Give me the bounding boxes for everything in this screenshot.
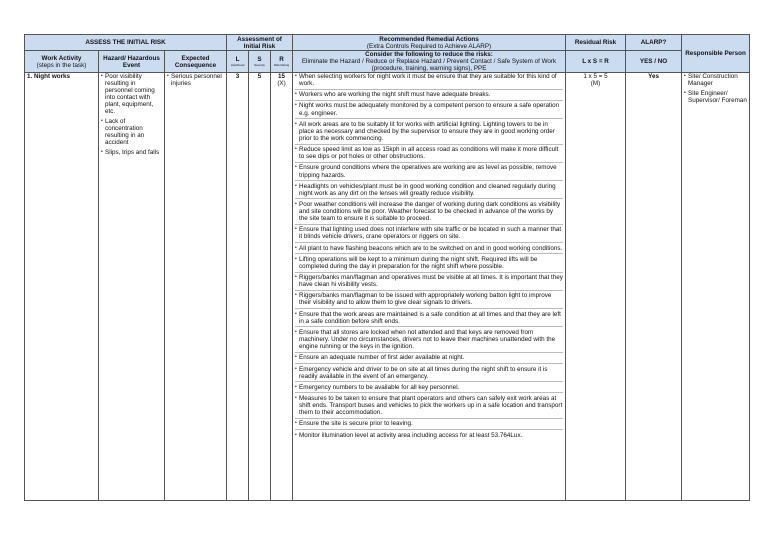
action-item: • Riggers/banks man/flagman and operatives must be visible at all times. It is important that they have clean hi visibility vests. bbox=[295, 274, 563, 291]
assess-initial-risk-header: ASSESS THE INITIAL RISK bbox=[25, 35, 227, 51]
likelihood-sublabel: Likelihood bbox=[230, 63, 245, 67]
hazards-list bbox=[101, 73, 162, 156]
activity-name: 1. Night works bbox=[27, 73, 71, 80]
responsible-item: • Site/ Construction Manager bbox=[684, 73, 747, 87]
risk-rating-sublabel: Risk Rating bbox=[273, 63, 290, 67]
residual-risk-header: Residual Risk bbox=[566, 35, 626, 51]
consequences-cell bbox=[165, 73, 227, 501]
action-item: • Lifting operations will be kept to a minimum during the night shift. Required lifts will be completed during the day in preparation for the night shift where possible. bbox=[295, 256, 563, 273]
table-row bbox=[25, 73, 750, 501]
action-item: • All work areas are to be suitably lit for works with artificial lighting. Lighting towers to be in place as necessary and checked by the supervisor to ensure they are in good working order prior to the work commencing. bbox=[295, 121, 563, 145]
alarp-header: ALARP? bbox=[626, 35, 682, 51]
work-activity-header bbox=[25, 51, 99, 73]
likelihood-value: 3 bbox=[227, 73, 249, 501]
severity-letter: S bbox=[257, 56, 262, 63]
risk-letter: R bbox=[279, 56, 284, 63]
consequences-list bbox=[167, 73, 224, 87]
action-item: • All plant to have flashing beacons which are to be switched on and in good working conditions. bbox=[295, 245, 563, 255]
likelihood-letter: L bbox=[235, 56, 240, 63]
action-item: • Night works must be adequately monitored by a competent person to ensure a safe operation e.g. engineer. bbox=[295, 102, 563, 119]
assessment-initial-risk-header: Assessment of Initial Risk bbox=[227, 35, 293, 51]
action-item: • Ensure ground conditions where the operatives are working are as level as possible, remove tripping hazards. bbox=[295, 164, 563, 181]
action-item: • Measures to be taken to ensure that plant operators and others can safely exit work areas at shift ends. Transport buses and vehicles to pick the workers up in a safe location and transport them to their accommodation. bbox=[295, 395, 563, 419]
consider-line-1: Consider the following to reduce the risks: bbox=[365, 51, 493, 58]
actions-cell bbox=[293, 73, 566, 501]
work-activity-label: Work Activity bbox=[41, 54, 82, 62]
severity-header bbox=[249, 51, 271, 73]
responsible-item: • Site Engineer/ Supervisor/ Foreman bbox=[684, 90, 747, 104]
hazard-item: • Poor visibility resulting in personnel coming into contact with plant, equipment, etc. bbox=[101, 73, 162, 116]
action-item: • Ensure that the work areas are maintained is a safe condition at all times and that they are left in a safe condition before shift ends. bbox=[295, 311, 563, 328]
consider-line-2: Eliminate the Hazard / Reduce or Replace Hazard / Prevent Contact / Safe System of Work (procedure, training, warning signs), PPE bbox=[301, 58, 557, 72]
risk-note: (X) bbox=[277, 80, 286, 88]
work-activity-sublabel: (steps in the task) bbox=[36, 61, 87, 69]
risk-value-cell bbox=[271, 73, 293, 501]
action-item: • Emergency vehicle and driver to be on site at all times during the night shift to ensure it is readily available in the event of an emergency. bbox=[295, 366, 563, 383]
hazard-header: Hazard/ Hazardous Event bbox=[99, 51, 165, 73]
remedial-title: Recommended Remedial Actions bbox=[379, 35, 479, 43]
action-item: • Riggers/banks man/flagman to be issued with appropriately working batton light to improve their visibility and to allow them to give clear signals to drivers. bbox=[295, 292, 563, 309]
risk-assessment-table bbox=[24, 34, 750, 501]
hazard-item: • Slips, trips and falls bbox=[101, 149, 162, 156]
action-item: • Ensure an adequate number of first aider available at night. bbox=[295, 354, 563, 364]
remedial-actions-header bbox=[293, 35, 566, 51]
risk-value: 15 bbox=[278, 73, 286, 80]
responsible-person-header: Responsible Person bbox=[682, 35, 750, 73]
residual-cell bbox=[566, 73, 626, 501]
consider-header bbox=[293, 51, 566, 73]
responsible-cell bbox=[682, 73, 750, 501]
action-item: • Headlights on vehicles/plant must be in good working condition and cleaned regularly during night work as any dirt on the lenses will greatly reduce visibility. bbox=[295, 183, 563, 200]
hazard-item: • Lack of concentration resulting in an accident bbox=[101, 118, 162, 146]
remedial-subtitle: (Extra Controls Required to Achieve ALARP) bbox=[366, 42, 492, 50]
responsible-list bbox=[684, 73, 747, 104]
formula-header: L x S = R bbox=[566, 51, 626, 73]
actions-list bbox=[295, 73, 563, 440]
action-item: • Ensure that lighting used does not interfere with site traffic or be located in such a manner that it blinds vehicle drivers, crane operators or riggers on site. bbox=[295, 226, 563, 243]
consequence-item: • Serious personnel injuries bbox=[167, 73, 224, 87]
residual-note: (M) bbox=[590, 80, 601, 88]
activity-cell bbox=[25, 73, 99, 501]
action-item: • Ensure that all stores are locked when not attended and that keys are removed from machinery. Under no circumstances, drivers not to leave their machines unattended with the engine running or the keys in the ignition. bbox=[295, 329, 563, 353]
action-item: • Ensure the site is secure prior to leaving. bbox=[295, 420, 563, 430]
risk-rating-header bbox=[271, 51, 293, 73]
residual-value: 1 x 5 = 5 bbox=[583, 73, 608, 80]
consequence-header: Expected Consequence bbox=[165, 51, 227, 73]
alarp-value: Yes bbox=[626, 73, 682, 501]
action-item: • Emergency numbers to be available for all key personnel. bbox=[295, 384, 563, 394]
action-item: • Reduce speed limit as low as 15kph in all access road as conditions will make it more difficult to see dips or pot holes or other obstructions. bbox=[295, 146, 563, 163]
likelihood-header bbox=[227, 51, 249, 73]
severity-value: 5 bbox=[249, 73, 271, 501]
yes-no-header: YES / NO bbox=[626, 51, 682, 73]
action-item: • When selecting workers for night work it must be ensure that they are suitable for this kind of work. bbox=[295, 73, 563, 90]
action-item: • Poor weather conditions will increase the danger of working during dark conditions as visibility and site conditions will be poor. Weather forecast to be checked in advance of the works by the site team to ensure it is suitable to proceed. bbox=[295, 201, 563, 225]
action-item: • Monitor illumination level at activity area including access for at least 53.764Lux. bbox=[295, 432, 563, 441]
action-item: • Workers who are working the night shift must have adequate breaks. bbox=[295, 91, 563, 101]
hazards-cell bbox=[99, 73, 165, 501]
risk-assessment-sheet bbox=[24, 34, 749, 501]
severity-sublabel: Severity bbox=[254, 63, 265, 67]
